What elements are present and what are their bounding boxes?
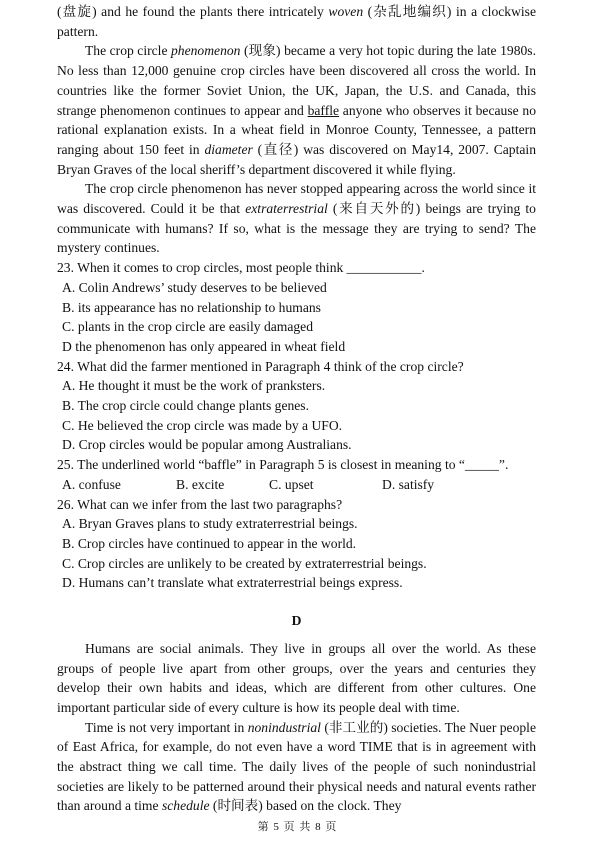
option-a: A. Colin Andrews’ study deserves to be believed [62,279,327,295]
text-run: (时间表) based on the clock. They [209,798,402,814]
text-run: (来自天外的) beings are trying to communicate with humans? If so, what is the message they are trying to send? The mystery continues. [57,201,536,256]
question-stem: 23. When it comes to crop circles, most people think ___________. [57,260,425,276]
option-b: B. Crop circles have continued to appear in the world. [62,535,357,551]
text-run: (现象) became a very hot topic during the late 1980s. No less than 12,000 genuine crop circles have been discovered all cross the world. In countries like the former Soviet Union, the UK, Japan, the U.S. and Canada, this strange phenomenon continues to appear and [57,43,536,118]
italic-term: schedule [161,798,210,814]
page-content [57,2,536,816]
italic-term: nonindustrial [247,719,321,735]
option-a: A. confuse [62,476,121,492]
option-d: D. Humans can’t translate what extraterrestrial beings express. [62,575,403,591]
question-23 [57,258,536,357]
page-footer: 第 5 页 共 8 页 [257,821,338,833]
passage-d-paragraph-2 [57,718,536,817]
text-run: (非工业的) societies. The Nuer people of East Africa, for example, do not even have a word TIME that is in agreement with the abstract thing we call time. The daily lives of the people of such nonindustrial societies are likely to be patterned around their physical needs and natural events rather than around a time [57,719,536,814]
option-d: D. satisfy [382,476,435,492]
option-b: B. The crop circle could change plants genes. [62,398,309,414]
passage-c-paragraph-2 [57,41,536,179]
italic-term: extraterrestrial [245,201,328,217]
question-stem: 25. The underlined world “baffle” in Paragraph 5 is closest in meaning to “_____”. [57,457,509,473]
option-c: C. plants in the crop circle are easily damaged [62,319,314,335]
option-a: A. Bryan Graves plans to study extraterrestrial beings. [62,516,358,532]
text-run: The crop circle [85,43,171,59]
question-stem: 26. What can we infer from the last two paragraphs? [57,496,343,512]
italic-term: diameter [204,141,253,157]
question-stem: 24. What did the farmer mentioned in Paragraph 4 think of the crop circle? [57,358,464,374]
options-row [62,475,536,495]
italic-term: woven [328,4,364,19]
option-a: A. He thought it must be the work of pranksters. [62,378,326,394]
question-25 [57,455,536,494]
text-run: (盘旋) and he found the plants there intricately [57,4,329,19]
question-26 [57,495,536,594]
text-run: (直径) was discovered on May14, 2007. Captain Bryan Graves of the local sheriff’s department discovered it while flying. [57,141,536,177]
text-run: The crop circle phenomenon has never stopped appearing across the world since it was discovered. Could it be that [57,181,536,217]
option-b: B. excite [176,476,225,492]
section-heading: D [291,613,302,629]
text-run: anyone who observes it because no rational explanation exists. In a wheat field in Monroe County, Tennessee, a pattern ranging about 150 feet in [57,102,536,157]
option-c: C. He believed the crop circle was made by a UFO. [62,417,343,433]
option-c: C. upset [269,476,314,492]
passage-d-paragraph-1 [57,639,536,718]
option-d: D. Crop circles would be popular among Australians. [62,437,352,453]
underlined-term: baffle [307,102,340,118]
option-b: B. its appearance has no relationship to humans [62,299,321,315]
option-d: D the phenomenon has only appeared in wheat field [62,338,346,354]
text-run: Time is not very important in [85,719,248,735]
question-24 [57,357,536,456]
text-run: (杂乱地编织) in a clockwise pattern. [57,4,537,39]
passage-c-paragraph-3 [57,179,536,258]
italic-term: phenomenon [171,43,241,59]
text-run: Humans are social animals. They live in groups all over the world. As these groups of people live apart from other groups, over the years and centuries they develop their own habits and ideas, which are different from other cultures. One important particular side of every culture is how its people deal with time. [57,640,536,715]
option-c: C. Crop circles are unlikely to be created by extraterrestrial beings. [62,555,427,571]
passage-c-paragraph-1 [57,2,536,41]
